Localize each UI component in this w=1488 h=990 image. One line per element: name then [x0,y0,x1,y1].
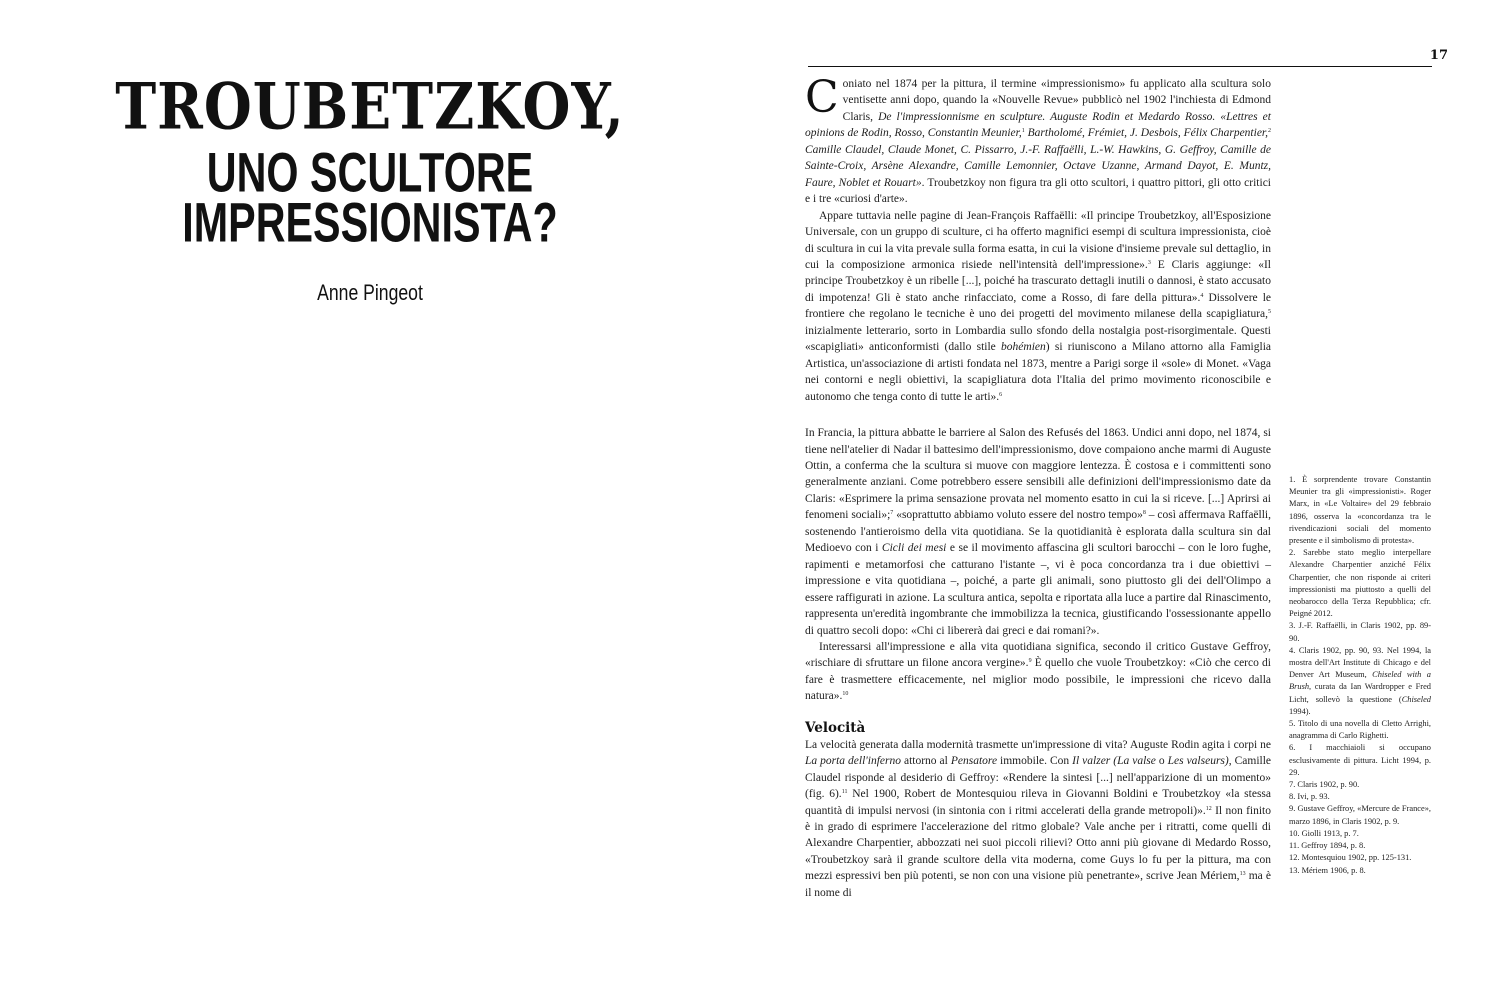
italic-text: Bartholomé, Frémiet, J. Desbois, Félix Charpentier, [1024,127,1268,140]
footnote [1289,803,1431,827]
footnote [1289,828,1431,840]
italic-text: De l'impressionnisme en sculpture. Auguste Rodin et Medardo Rosso. «Lettres et opinions de Rodin, Rosso, Constantin Meunier, [805,110,1271,140]
page-number: 17 [1429,48,1448,63]
title-line-3: IMPRESSIONISTA? [182,193,558,255]
footnote [1289,547,1431,620]
footnote-reference: 8 [1142,510,1146,517]
footnote-reference: 12 [1205,805,1212,812]
text-run: 11. Geffroy 1894, p. 8. [1289,841,1366,851]
footnote-reference: 7 [890,510,894,517]
paragraph-1-text [805,72,1271,206]
text-run: 10. Giolli 1913, p. 7. [1289,828,1359,838]
main-text-column [805,72,1272,901]
paragraph-1 [805,72,1271,208]
section-heading: Velocità [805,719,866,736]
text-run: 6. I macchiaioli si occupano esclusivamente di pittura. Licht 1994, p. 29. [1289,743,1431,777]
italic-text: La porta dell'inferno [805,755,901,768]
text-run: inizialmente letterario, sorto in Lombardia sullo sfondo della nostalgia post-risorgimentale. Questi «scapigliati» anticonformisti (dallo stile [805,324,1271,354]
footnote [1289,779,1431,791]
text-run: E Claris aggiunge: «Il principe Troubetzkoy è un ribelle [...], poiché ha trascurato dettagli inutili o dannosi, è stato accusato di impotenza! Gli è stato anche rinfacciato, come a Rosso, di fare della pittura». [805,258,1271,304]
italic-text: Chiseled with a Brush [1289,670,1431,692]
text-run: 5. Titolo di una novella di Cletto Arrighi, anagramma di Carlo Righetti. [1289,719,1431,741]
text-run: 12. Montesquiou 1902, pp. 125-131. [1289,853,1412,863]
footnote-reference: 2 [1268,128,1271,135]
footnote [1289,791,1431,803]
text-run: Appare tuttavia nelle pagine di Jean-François Raffaëlli: «Il principe Troubetzkoy, all'Esposizione Universale, con un gruppo di sculture, ci ha offerto magnifici esempi di scultura impressionista, cioè di scultura in cui la vita prevale sulla forma esatta, in cui la visione d'insieme prevale sul dettaglio, in cui la composizione armonica risiede nell'intensità dell'impressione». [805,209,1271,271]
footnote-reference: 13 [1239,871,1246,878]
footnote [1289,865,1431,877]
text-run: Dissolvere le frontiere che regolano le tecniche è uno dei progetti del movimento milanese della scapigliatura, [805,291,1271,321]
paragraph-3 [805,425,1271,639]
italic-text: Pensatore [950,755,998,768]
text-run: attorno al [900,755,951,768]
text-run: «soprattutto abbiamo voluto essere del nostro tempo» [893,509,1143,522]
footnote [1289,840,1431,852]
text-run: o [1155,755,1168,768]
text-run: , Camille Claudel risponde al desiderio di Geffroy: «Rendere la sintesi [...] nell'apparizione di un momento» (fig. 6). [805,755,1272,801]
text-run: 13. Mériem 1906, p. 8. [1289,865,1366,875]
text-run: oniato nel 1874 per la pittura, il termine «impressionismo» fu applicato alla scultura solo ventisette anni dopo, quando la «Nouvelle Revue» pubblicò nel 1902 l'inchiesta di Edmond Claris, [842,78,1271,123]
footnote [1289,645,1431,718]
text-run: 3. J.-F. Raffaëlli, in Claris 1902, pp. 89-90. [1289,621,1431,643]
author-name: Anne Pingeot [317,280,423,305]
text-run: e se il movimento affascina gli scultori barocchi – con le loro fughe, rapimenti e metamorfosi che catturano l'istante –, vi è poca concordanza tra i due obiettivi – impressione e vita quotidiana –, poiché, a parte gli animali, sono piuttosto gli dei dell'Olimpo a essere raffigurati in azione. La scultura antica, sepolta e riportata alla luce a partire dal Rinascimento, rappresenta un'eredità ingombrante che immobilizza la tecnica, giustificando l'ossessionante appello di quattro secoli dopo: «Chi ci libererà dai greci e dai romani?». [805,542,1271,637]
footnote [1289,474,1431,547]
text-run: 7. Claris 1902, p. 90. [1289,780,1360,790]
footnote-reference: 1 [1021,128,1025,135]
paragraph-4 [805,639,1271,705]
footnote-reference: 6 [999,391,1003,398]
text-run: 9. Gustave Geffroy, «Mercure de France», marzo 1896, in Claris 1902, p. 9. [1289,804,1431,826]
footnote-reference: 3 [1147,259,1151,266]
footnote-reference: 5 [1268,309,1271,316]
italic-text: Les valseurs) [1167,755,1229,768]
text-run: 2. Sarebbe stato meglio interpellare Alexandre Charpentier anziché Félix Charpentier, che non risponde ai criteri impressionisti ma piuttosto a quelli del neobarocco della Terza Repubblica; cfr. Peigné 2012. [1289,548,1431,619]
text-run: – così affermava Raffaëlli, sostenendo l'antieroismo della vita quotidiana. Se la quotidianità è esplorata dalla scultura sin dal Medioevo con i [805,509,1271,555]
text-run: , curata da Ian Wardropper e Fred Licht, sollevò la questione ( [1289,682,1431,704]
text-run: La velocità generata dalla modernità trasmette un'impressione di vita? Auguste Rodin agita i corpi ne [805,738,1271,751]
footnote-reference: 10 [842,691,849,698]
text-run: 1994). [1289,706,1311,716]
text-run: In Francia, la pittura abbatte le barriere al Salon des Refusés del 1863. Undici anni dopo, nel 1874, si tiene nell'atelier di Nadar il battesimo dell'impressionismo, dove compaiono anche marmi di Auguste Ottin, a conferma che la scultura si muove con maggiore lentezza. È costosa e i committenti sono generalmente anziani. Come potrebbero essere sensibili alle definizioni dell'impressionismo date da Claris: «Esprimere la prima sensazione provata nel momento esatto in cui la si riceve. [...] Aprirsi ai fenomeni sociali»; [805,427,1271,522]
paragraph-gap [805,405,1271,425]
text-run: ) si riuniscono a Milano attorno alla Famiglia Artistica, un'associazione di artisti fondata nel 1873, mentre a Parigi sorge il «sole» di Monet. «Vaga nei contorni e negli obiettivi, la scapigliatura dota l'Italia del primo movimento riconoscibile e autonomo che tenga conto di tutte le arti». [805,341,1271,403]
footnote [1289,620,1431,644]
italic-text: Il valzer (La valse [1072,755,1156,768]
italic-text: Chiseled [1401,694,1431,704]
text-run: È quello che vuole Troubetzkoy: «Ciò che cerco di fare è trasmettere efficacemente, nel miglior modo possibile, le impressioni che ricevo dalla natura». [805,657,1271,703]
text-run: Il non finito è in grado di esprimere l'accelerazione del ritmo globale? Vale anche per i ritratti, come quelli di Alexandre Charpentier, abbozzati nei suoi piccoli rilievi? Otto anni più giovane di Medardo Rosso, «Troubetzkoy sarà il grande scultore della vita moderna, come Guys lo fu per la pittura, ma con mezzi espressivi ben più potenti, se non con una visione più penetrante», scrive Jean Mériem, [805,804,1271,883]
title-line-1: TROUBETZKOY, [115,68,625,144]
text-run: . Troubetzkoy non figura tra gli otto scultori, i quattro pittori, gli otto critici e i tre «curiosi d'arte». [805,176,1271,206]
title-line-2: UNO SCULTORE [206,143,534,205]
text-run: Interessarsi all'impressione e alla vita quotidiana significa, secondo il critico Gustave Geffroy, «rischiare di sfruttare un filone ancora vergine». [805,640,1271,670]
text-run: ma è il nome di [805,870,1272,899]
paragraph-5 [805,737,1271,902]
footnote-reference: 11 [841,789,848,796]
header-rule [808,66,1432,67]
footnote [1289,852,1431,864]
text-run: 4. Claris 1902, pp. 90, 93. Nel 1994, la mostra dell'Art Institute di Chicago e del Denver Art Museum, [1289,645,1431,680]
drop-cap: C [805,72,839,123]
italic-text: Cicli dei mesi [881,542,947,555]
footnotes-column [1289,474,1431,877]
footnote-reference: 9 [1028,658,1032,665]
text-run: immobile. Con [997,755,1073,768]
footnote [1289,718,1431,742]
text-run: 1. È sorprendente trovare Constantin Meunier tra gli «impressionisti». Roger Marx, in «Le Voltaire» del 29 febbraio 1896, osserva la «concordanza tra le rivendicazioni sociali del momento presente e il simbolismo di protesta». [1289,475,1431,546]
text-run: 8. Ivi, p. 93. [1289,792,1330,802]
italic-text: Camille Claudel, Claude Monet, C. Pissarro, J.-F. Raffaëlli, L.-W. Hawkins, G. Geffroy, Camille de Sainte-Croix, Arsène Alexandre, Camille Lemonnier, Octave Uzanne, Armand Dayot, E. Muntz, Faure, Noblet et Rouart» [805,143,1271,189]
paragraph-2 [805,208,1271,405]
article-title [40,68,700,255]
text-run: Nel 1900, Robert de Montesquiou rileva in Giovanni Boldini e Troubetzkoy «la stessa quantità di impulsi nervosi (in sintonia con i ritmi accelerati della grande metropoli)». [805,788,1272,817]
footnote-reference: 4 [1200,292,1204,299]
footnote [1289,742,1431,779]
italic-text: bohémien [1001,341,1046,354]
